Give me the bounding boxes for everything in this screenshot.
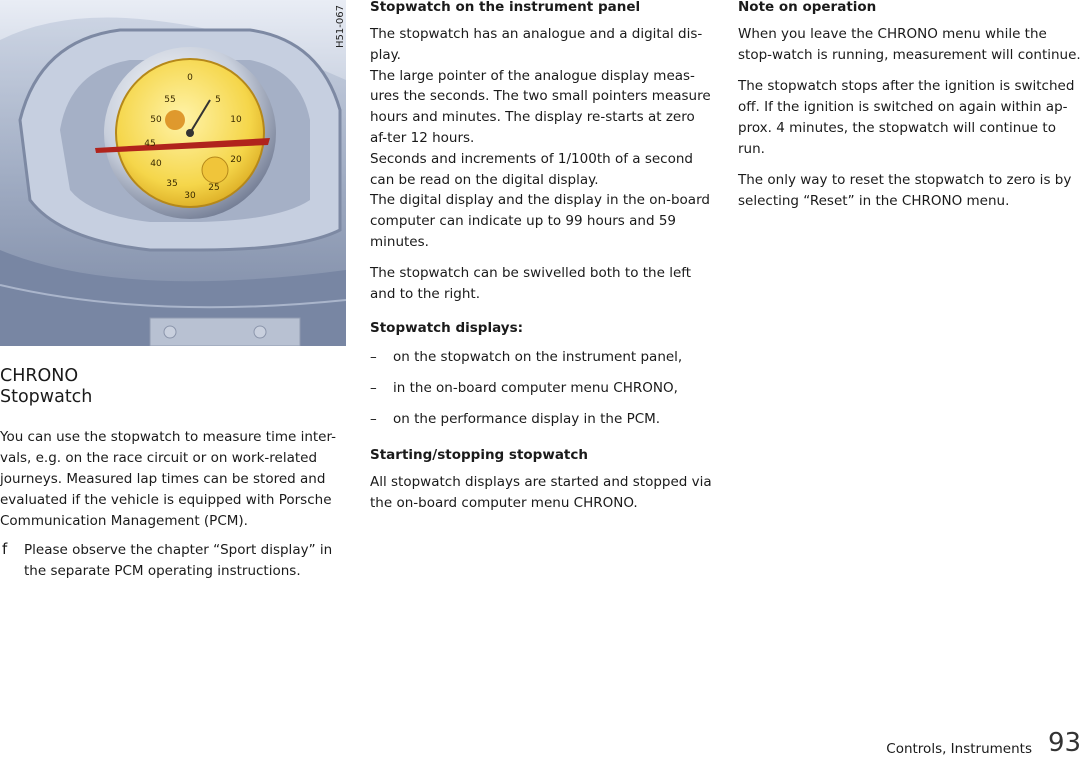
dash: – bbox=[370, 410, 377, 427]
heading-instrument-panel: Stopwatch on the instrument panel bbox=[370, 0, 641, 15]
heading-displays: Stopwatch displays: bbox=[370, 319, 524, 336]
note-marker-icon: f bbox=[2, 540, 8, 558]
note-text: Please observe the chapter “Sport display” in the separate PCM operating instructions. bbox=[24, 542, 333, 579]
dial-number: 20 bbox=[230, 155, 242, 165]
dial-number: 50 bbox=[150, 115, 162, 125]
dial-number: 35 bbox=[166, 179, 178, 189]
footer-section-name: Controls, Instruments bbox=[886, 741, 1032, 757]
list-item bbox=[370, 409, 716, 430]
right-column bbox=[738, 0, 1084, 212]
stopwatch-illustration bbox=[0, 0, 346, 346]
paragraph: All stopwatch displays are started and stopped via the on-board computer menu CHRONO. bbox=[370, 473, 712, 511]
dial-number: 45 bbox=[144, 139, 156, 149]
title-line-1: CHRONO bbox=[0, 366, 79, 386]
list-item-text: in the on-board computer menu CHRONO, bbox=[393, 379, 678, 396]
dial-number: 30 bbox=[184, 191, 196, 201]
dial-number: 10 bbox=[230, 115, 242, 125]
dial-number: 25 bbox=[208, 183, 220, 193]
stopwatch-photo bbox=[0, 0, 346, 346]
dash: – bbox=[370, 379, 377, 396]
paragraph: The only way to reset the stopwatch to zero is by selecting “Reset” in the CHRONO menu. bbox=[738, 172, 1072, 209]
photo-code: H51-067 bbox=[335, 5, 346, 48]
paragraph: The large pointer of the analogue display meas-ures the seconds. The two small pointers measure hours and minutes. The display re-starts at zero af-ter 12 hours. bbox=[370, 67, 711, 146]
paragraph: Seconds and increments of 1/100th of a second can be read on the digital display. bbox=[370, 150, 693, 188]
list-item-text: on the performance display in the PCM. bbox=[393, 410, 661, 427]
middle-column bbox=[370, 0, 716, 514]
list-item-text: on the stopwatch on the instrument panel, bbox=[393, 348, 683, 365]
paragraph: The digital display and the display in the on-board computer can indicate up to 99 hours and 59 minutes. bbox=[370, 192, 710, 250]
paragraph: The stopwatch stops after the ignition is switched off. If the ignition is switched on again within ap-prox. 4 minutes, the stopwatch will continue to run. bbox=[738, 78, 1075, 157]
dash: – bbox=[370, 348, 377, 365]
paragraph: The stopwatch can be swivelled both to the left and to the right. bbox=[370, 264, 692, 302]
page-number: 93 bbox=[1048, 728, 1082, 758]
heading-start-stop: Starting/stopping stopwatch bbox=[370, 446, 588, 463]
paragraph: When you leave the CHRONO menu while the stop-watch is running, measurement will continue. bbox=[738, 26, 1081, 63]
heading-note-on-operation: Note on operation bbox=[738, 0, 877, 15]
dial-number: 0 bbox=[187, 73, 193, 83]
note bbox=[0, 540, 345, 582]
title-line-2: Stopwatch bbox=[0, 387, 93, 407]
section-title bbox=[0, 366, 340, 408]
list-item bbox=[370, 347, 716, 368]
list-item bbox=[370, 378, 716, 399]
paragraph: The stopwatch has an analogue and a digital dis-play. bbox=[370, 26, 703, 63]
dial-number: 40 bbox=[150, 159, 162, 169]
dial-number: 55 bbox=[164, 95, 176, 105]
dial-number: 5 bbox=[215, 95, 221, 105]
intro-paragraph: You can use the stopwatch to measure time inter-vals, e.g. on the race circuit or on work-related journeys. Measured lap times can be stored and evaluated if the vehicle is equipped with Porsche Communication Management (PCM). bbox=[0, 429, 337, 529]
